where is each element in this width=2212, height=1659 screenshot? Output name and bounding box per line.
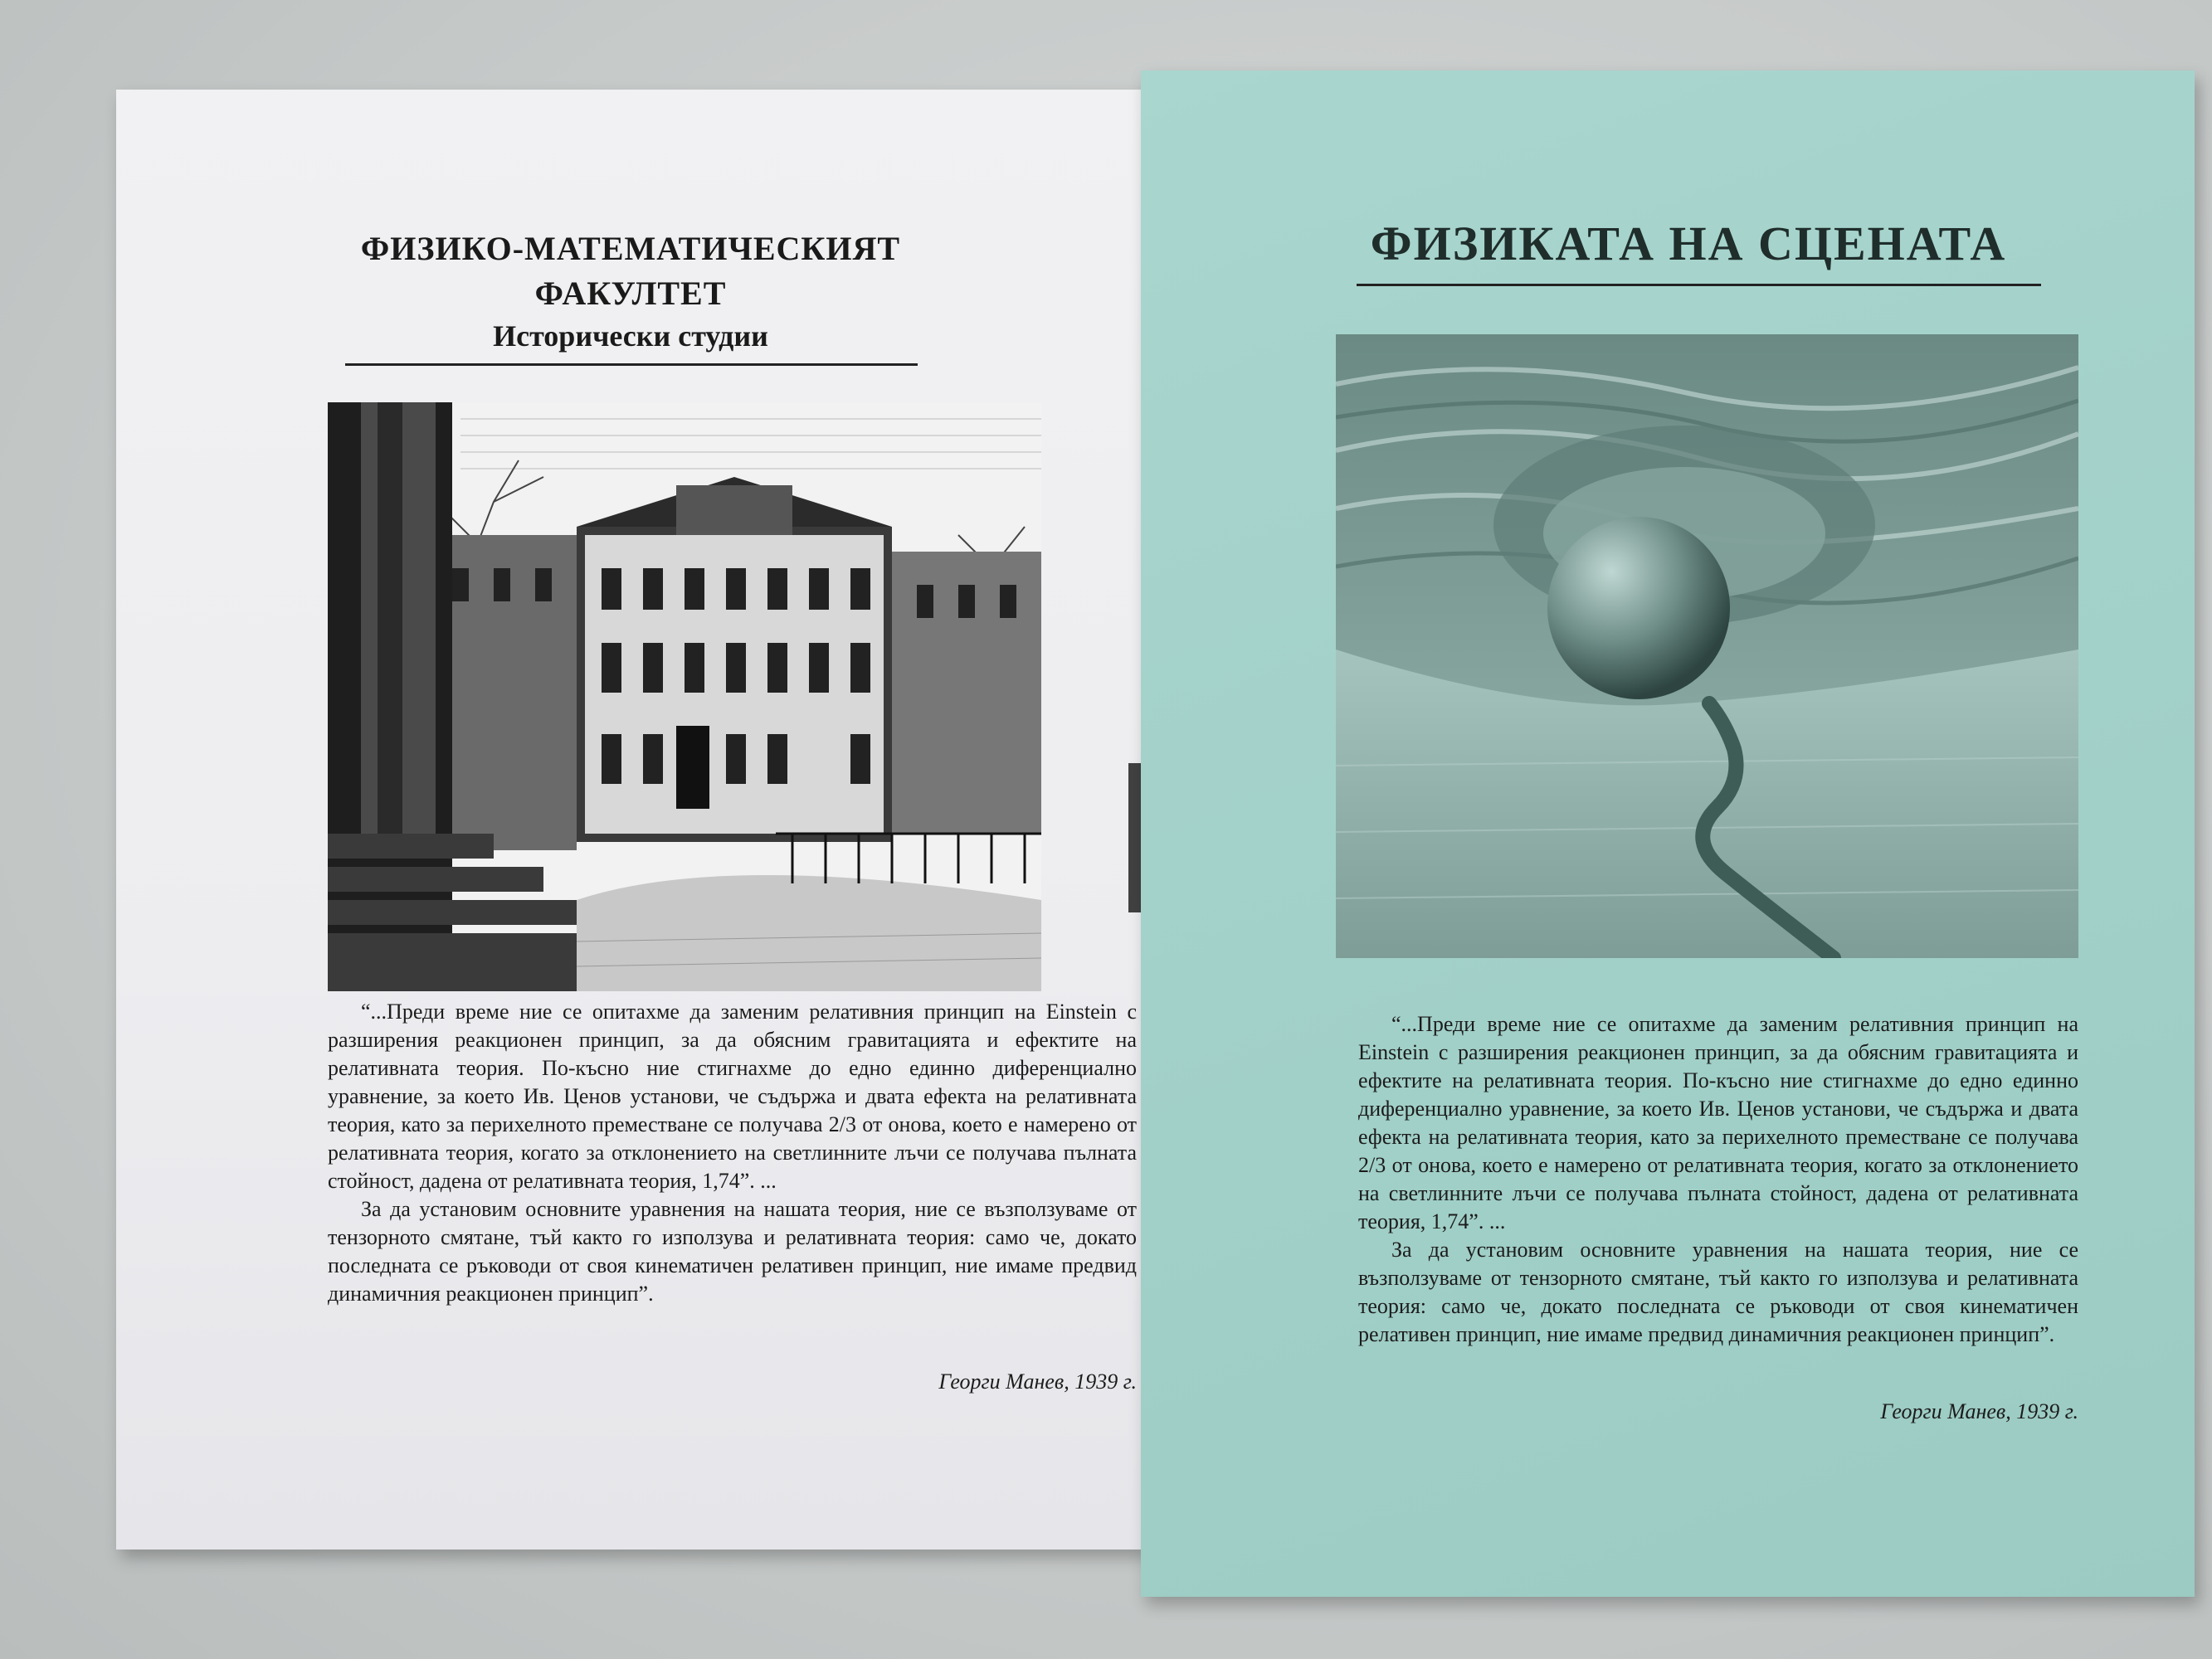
right-book-quote xyxy=(1358,1010,2078,1349)
left-book-subtitle: Исторически студии xyxy=(493,319,768,353)
left-book-signature: Георги Манев, 1939 г. xyxy=(938,1370,1137,1394)
left-book-title-line1: ФИЗИКО-МАТЕМАТИЧЕСКИЯТ xyxy=(360,230,901,267)
right-book-title: ФИЗИКАТА НА СЦЕНАТА xyxy=(1370,216,2007,270)
left-book-title-rule xyxy=(345,363,918,366)
left-book-quote xyxy=(328,998,1137,1308)
right-book-cover xyxy=(1141,71,2195,1597)
left-book-quote-paragraph-1: “...Преди време ние се опитахме да заменим релативния принцип на Einstein с разширения реакционен принцип, за да обясним гравитацията и ефектите на релативната теория. По-късно ние стигнахме до едно единно диференциално уравнение, за което Ив. Ценов установи, че съдържа и двата ефекта на релативната теория, като за перихелното преместване се получава 2/3 от онова, което е намерено от релативната теория, когато за отклонението на светлинните лъчи се получава пълната стойност, дадена от релативната теория, 1,74”. ... xyxy=(328,1000,1137,1193)
space-curvature-sphere-image xyxy=(1336,334,2078,958)
left-book-quote-paragraph-2: За да установим основните уравнения на нашата теория, ние се възползуваме от тензорното смятане, тъй както го използува и релативната теория: само че, докато последната се ръководи от своя кинематичен релативен принцип, ние имаме предвид динамичния реакционен принцип”. xyxy=(328,1197,1137,1306)
right-book-signature: Георги Манев, 1939 г. xyxy=(1880,1399,2078,1423)
right-book-quote-paragraph-2: За да установим основните уравнения на нашата теория, ние се възползуваме от тензорното смятане, тъй както го използува и релативната теория: само че, докато последната се ръководи от своя кинематичен релативен принцип, ние имаме предвид динамичния реакционен принцип”. xyxy=(1358,1238,2078,1346)
university-building-image xyxy=(328,402,1041,991)
left-book-cover xyxy=(116,90,1145,1550)
right-book-title-rule xyxy=(1357,284,2041,286)
left-book-title-line2: ФАКУЛТЕТ xyxy=(534,275,727,312)
right-book-quote-paragraph-1: “...Преди време ние се опитахме да заменим релативния принцип на Einstein с разширения реакционен принцип, за да обясним гравитацията и ефектите на релативната теория. По-късно ние стигнахме до едно единно диференциално уравнение, за което Ив. Ценов установи, че съдържа и двата ефекта на релативната теория, като за перихелното преместване се получава 2/3 от онова, което е намерено от релативната теория, когато за отклонението на светлинните лъчи се получава пълната стойност, дадена от релативната теория, 1,74”. ... xyxy=(1358,1012,2078,1233)
